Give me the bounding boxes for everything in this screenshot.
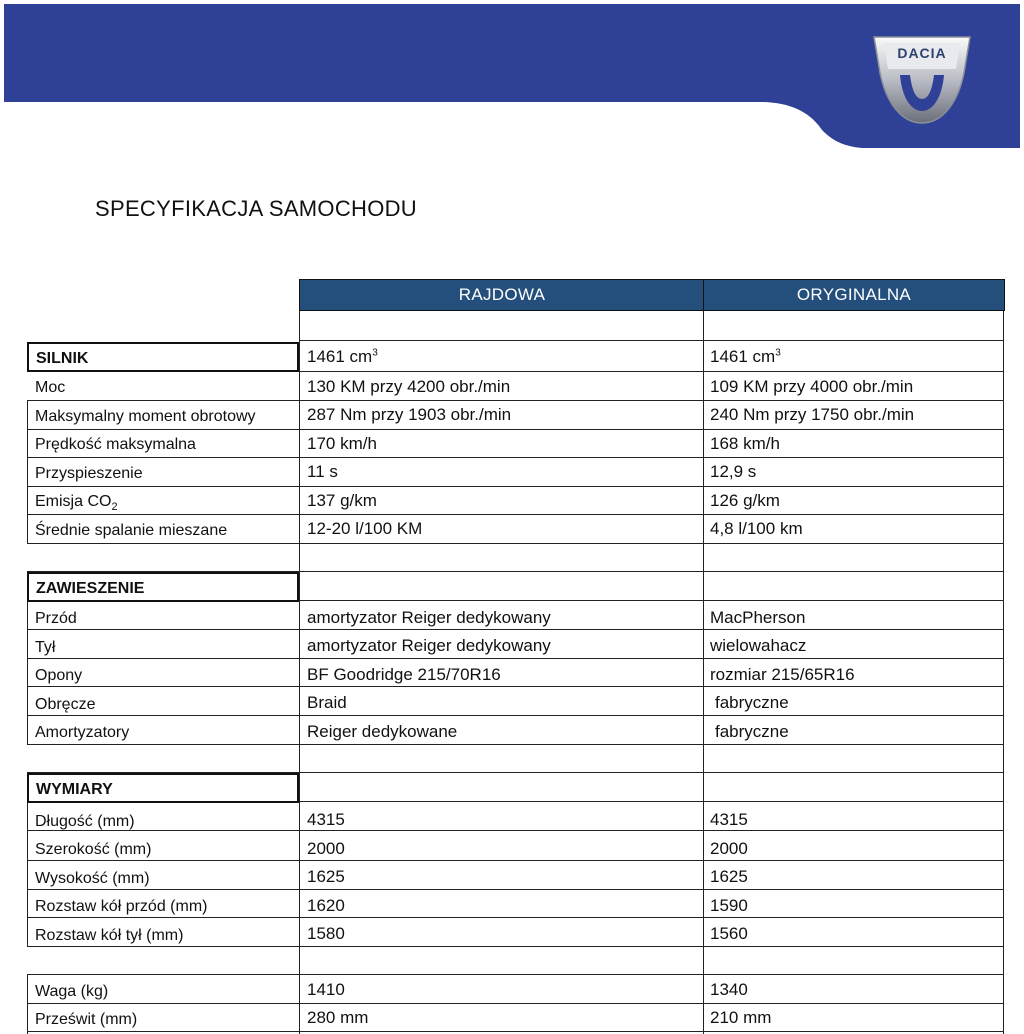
grid-line-v: [703, 311, 704, 1034]
row-oryginalna-waga: 1340: [710, 980, 748, 999]
row-label-dlugosc: Długość (mm): [35, 813, 135, 830]
row-rajdowa-moment: 287 Nm przy 1903 obr./min: [307, 405, 512, 424]
silnik-rajdowa: [307, 343, 378, 371]
row-label-przyspieszenie: Przyspieszenie: [35, 465, 143, 482]
row-rajdowa-waga: 1410: [307, 980, 345, 999]
grid-line-h: [27, 1003, 1004, 1004]
row-rajdowa-rozstaw-tyl: 1580: [307, 924, 345, 943]
section-silnik: SILNIK: [27, 342, 299, 372]
row-rajdowa-przyspieszenie: 11 s: [307, 462, 338, 481]
logo-text: DACIA: [897, 45, 947, 61]
row-label-tyl: Tył: [35, 639, 56, 656]
grid-line-v: [299, 311, 300, 1034]
row-rajdowa-przod: amortyzator Reiger dedykowany: [307, 608, 551, 627]
row-label-obrecze: Obręcze: [35, 696, 96, 713]
row-label-przod: Przód: [35, 610, 77, 627]
row-rajdowa-predkosc: 170 km/h: [307, 434, 377, 453]
grid-line-h: [27, 715, 1004, 716]
row-oryginalna-wysokosc: 1625: [710, 867, 748, 886]
row-oryginalna-przeswit: 210 mm: [710, 1008, 772, 1027]
grid-line-h: [27, 686, 1004, 687]
grid-line-v: [1003, 311, 1004, 1034]
row-oryginalna-rozstaw-tyl: 1560: [710, 924, 748, 943]
row-oryginalna-amortyzatory: fabryczne: [715, 722, 789, 741]
emisja-label-subscript: 2: [111, 501, 118, 514]
row-oryginalna-obrecze: fabryczne: [715, 693, 789, 712]
row-label-wysokosc: Wysokość (mm): [35, 870, 150, 887]
grid-line-h: [27, 1031, 1004, 1032]
section-zawieszenie: ZAWIESZENIE: [27, 572, 299, 602]
row-rajdowa-obrecze: Braid: [307, 693, 347, 712]
unit-superscript: 3: [775, 347, 781, 359]
row-oryginalna-spalanie: 4,8 l/100 km: [710, 519, 803, 538]
row-oryginalna-przod: MacPherson: [710, 608, 806, 627]
row-oryginalna-szerokosc: 2000: [710, 839, 748, 858]
row-label-moment: Maksymalny moment obrotowy: [35, 408, 256, 425]
grid-line-h: [299, 340, 1004, 341]
grid-line-h: [27, 974, 1004, 975]
row-rajdowa-spalanie: 12-20 l/100 KM: [307, 519, 423, 538]
row-rajdowa-moc: 130 KM przy 4200 obr./min: [307, 377, 511, 396]
grid-line-h: [27, 486, 1004, 487]
grid-line-h: [27, 830, 1004, 831]
emisja-label-text: Emisja CO: [35, 493, 112, 510]
page-title: SPECYFIKACJA SAMOCHODU: [95, 196, 417, 221]
row-oryginalna-predkosc: 168 km/h: [710, 434, 780, 453]
row-rajdowa-wysokosc: 1625: [307, 867, 345, 886]
row-oryginalna-emisja: 126 g/km: [710, 491, 780, 510]
row-label-predkosc: Prędkość maksymalna: [35, 436, 196, 453]
row-rajdowa-opony: BF Goodridge 215/70R16: [307, 665, 501, 684]
row-label-spalanie: Średnie spalanie mieszane: [35, 522, 228, 539]
row-rajdowa-amortyzatory: Reiger dedykowane: [307, 722, 458, 741]
silnik-rajdowa-value: 1461 cm: [307, 347, 373, 366]
grid-line-v: [27, 974, 28, 1034]
dacia-logo: [870, 33, 974, 127]
row-label-waga: Waga (kg): [35, 983, 109, 1000]
row-oryginalna-tyl: wielowahacz: [710, 636, 807, 655]
grid-line-v: [27, 600, 28, 744]
row-oryginalna-moc: 109 KM przy 4000 obr./min: [710, 377, 914, 396]
column-header-oryginalna: ORYGINALNA: [703, 279, 1005, 311]
row-rajdowa-rozstaw-przod: 1620: [307, 896, 345, 915]
grid-line-v: [27, 400, 28, 543]
row-label-opony: Opony: [35, 667, 83, 684]
row-rajdowa-tyl: amortyzator Reiger dedykowany: [307, 636, 551, 655]
row-label-emisja: [35, 488, 118, 516]
unit-superscript: 3: [372, 347, 378, 359]
row-oryginalna-rozstaw-przod: 1590: [710, 896, 748, 915]
row-oryginalna-dlugosc: 4315: [710, 810, 748, 829]
row-label-amortyzatory: Amortyzatory: [35, 724, 130, 741]
silnik-oryginalna-value: 1461 cm: [710, 347, 776, 366]
row-rajdowa-emisja: 137 g/km: [307, 491, 377, 510]
column-header-rajdowa: RAJDOWA: [299, 279, 705, 311]
row-label-szerokosc: Szerokość (mm): [35, 841, 152, 858]
row-label-rozstaw-przod: Rozstaw kół przód (mm): [35, 898, 208, 915]
grid-line-h: [27, 744, 1004, 745]
grid-line-h: [27, 889, 1004, 890]
grid-line-v: [27, 801, 28, 946]
row-oryginalna-moment: 240 Nm przy 1750 obr./min: [710, 405, 915, 424]
section-wymiary: WYMIARY: [27, 773, 299, 803]
grid-line-h: [27, 514, 1004, 515]
row-rajdowa-szerokosc: 2000: [307, 839, 345, 858]
row-rajdowa-przeswit: 280 mm: [307, 1008, 369, 1027]
grid-line-h: [27, 860, 1004, 861]
row-oryginalna-opony: rozmiar 215/65R16: [710, 665, 855, 684]
row-label-rozstaw-tyl: Rozstaw kół tył (mm): [35, 927, 184, 944]
row-label-moc: Moc: [35, 379, 66, 396]
row-rajdowa-dlugosc: 4315: [307, 810, 345, 829]
silnik-oryginalna: [710, 343, 781, 371]
row-oryginalna-przyspieszenie: 12,9 s: [710, 462, 757, 481]
row-label-przeswit: Prześwit (mm): [35, 1011, 138, 1028]
